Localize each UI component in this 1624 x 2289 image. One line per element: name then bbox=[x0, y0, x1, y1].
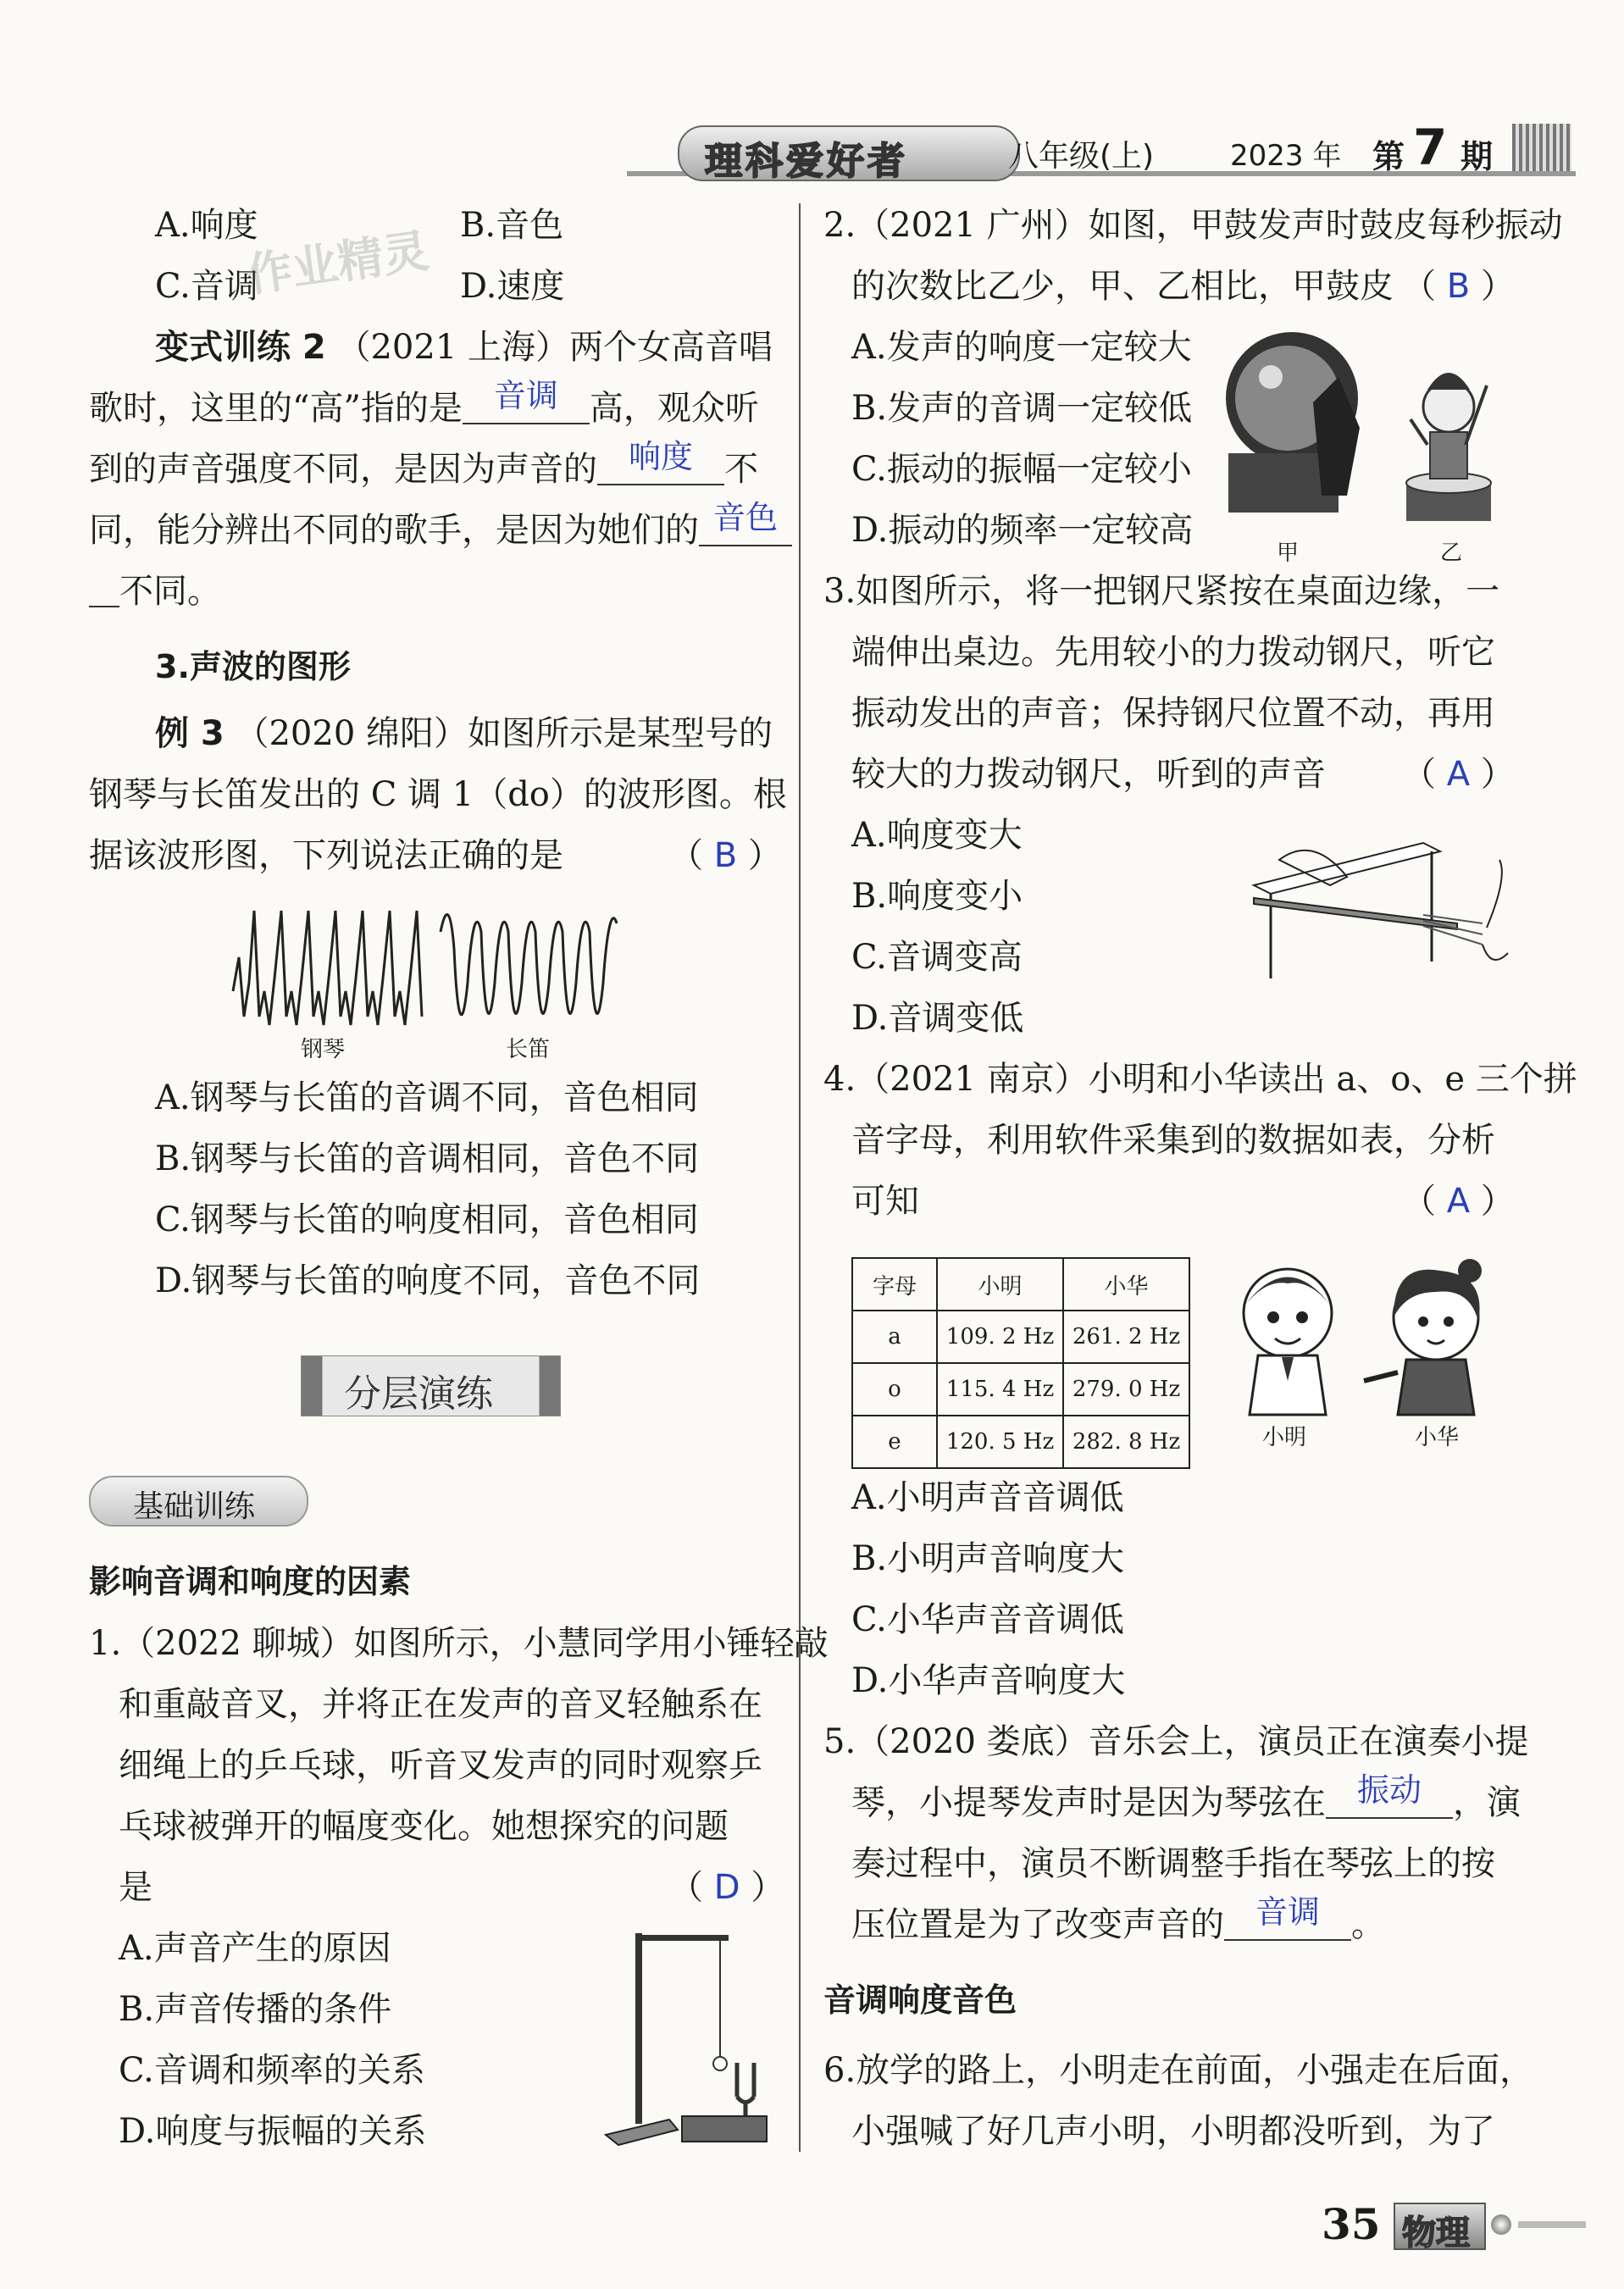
example-option-c: C.钢琴与长笛的响度相同，音色相同 bbox=[155, 1200, 699, 1239]
example-label: 例 3 bbox=[155, 714, 224, 753]
blank-3 bbox=[699, 499, 792, 546]
header-bar bbox=[627, 119, 1576, 183]
q2-option-d: D.振动的频率一定较高 bbox=[851, 511, 1194, 550]
q1-line1: 1.（2022 聊城）如图所示，小慧同学用小锤轻敲 bbox=[89, 1624, 829, 1663]
example-line3: 据该波形图，下列说法正确的是 bbox=[89, 836, 563, 875]
piano-waveform bbox=[233, 911, 422, 1025]
q1-line2: 和重敲音叉，并将正在发声的音叉轻触系在 bbox=[119, 1685, 762, 1724]
q3-option-a: A.响度变大 bbox=[851, 816, 1023, 855]
year-label: 2023 年 bbox=[1230, 139, 1342, 173]
q3-line4: 较大的力拨动钢尺，听到的声音 bbox=[851, 755, 1326, 794]
flute-label: 长笛 bbox=[506, 1037, 551, 1062]
q4-line1: 4.（2021 南京）小明和小华读出 a、o、e 三个拼 bbox=[823, 1060, 1577, 1099]
q4-line3: 可知 bbox=[851, 1182, 919, 1221]
tuning-fork-figure bbox=[601, 1923, 771, 2152]
example-line1 bbox=[155, 710, 773, 757]
blank-2-answer: 响度 bbox=[628, 438, 693, 475]
q4-line2: 音字母，利用软件采集到的数据如表，分析 bbox=[851, 1121, 1495, 1160]
blank-1 bbox=[463, 377, 590, 424]
q1-line5: 是 bbox=[119, 1868, 152, 1907]
variant-label: 变式训练 2 bbox=[155, 328, 326, 367]
q5-line3: 奏过程中，演员不断调整手指在琴弦上的按 bbox=[851, 1844, 1495, 1883]
brand-name: 理科爱好者 bbox=[705, 140, 908, 183]
page-number: 35 bbox=[1322, 2199, 1381, 2249]
variant-line2-a: 歌时，这里的“高”指的是 bbox=[89, 389, 463, 428]
q2-line1: 2.（2021 广州）如图，甲鼓发声时鼓皮每秒振动 bbox=[823, 206, 1563, 245]
q3-answer-bracket: （ A ） bbox=[1402, 755, 1515, 794]
q5-blank-2-answer: 音调 bbox=[1255, 1893, 1320, 1931]
example-answer-bracket: （ B ） bbox=[669, 836, 782, 875]
q5-blank-1 bbox=[1326, 1771, 1453, 1819]
section3-title: 3.声波的图形 bbox=[155, 648, 351, 685]
q5-line4-a: 压位置是为了改变声音的 bbox=[851, 1905, 1224, 1944]
q6-line2: 小强喊了好几声小明，小明都没听到，为了 bbox=[851, 2112, 1495, 2151]
table-row bbox=[852, 1311, 1189, 1363]
topic1-title: 影响音调和响度的因素 bbox=[89, 1563, 412, 1600]
brand-logo bbox=[678, 125, 1020, 181]
example-option-d: D.钢琴与长笛的响度不同，音色不同 bbox=[155, 1261, 701, 1300]
q3-option-c: C.音调变高 bbox=[851, 938, 1023, 977]
drums-figure bbox=[1211, 326, 1499, 546]
q1-option-a: A.声音产生的原因 bbox=[119, 1929, 391, 1968]
q5-line2-a: 琴，小提琴发声时是因为琴弦在 bbox=[851, 1783, 1326, 1822]
q4-answer: A bbox=[1446, 1182, 1471, 1221]
table-cell: 109. 2 Hz bbox=[937, 1311, 1063, 1363]
layer-title: 分层演练 bbox=[344, 1372, 493, 1416]
variant-line3-b: 不 bbox=[724, 450, 758, 489]
q1-answer: D bbox=[713, 1868, 740, 1907]
example-line2: 钢琴与长笛发出的 C 调 1（do）的波形图。根 bbox=[89, 775, 787, 814]
grade-label: 八年级(上) bbox=[1008, 139, 1155, 174]
drum-yi-label: 乙 bbox=[1440, 540, 1463, 566]
issue-prefix: 第 bbox=[1372, 138, 1405, 175]
q2-answer: B bbox=[1446, 267, 1471, 306]
example-line1-rest: （2020 绵阳）如图所示是某型号的 bbox=[235, 714, 773, 753]
q2-answer-bracket: （ B ） bbox=[1402, 267, 1515, 306]
table-cell: a bbox=[852, 1311, 937, 1363]
example-option-a: A.钢琴与长笛的音调不同，音色相同 bbox=[155, 1078, 699, 1117]
kids-figure bbox=[1224, 1254, 1512, 1427]
q2-line2: 的次数比乙少，甲、乙相比，甲鼓皮 bbox=[851, 267, 1394, 306]
table-row bbox=[852, 1416, 1189, 1468]
table-cell: 115. 4 Hz bbox=[937, 1363, 1063, 1416]
table-cell: 282. 8 Hz bbox=[1063, 1416, 1189, 1468]
q4-answer-bracket: （ A ） bbox=[1402, 1182, 1515, 1221]
column-divider bbox=[799, 203, 801, 2152]
table-cell: o bbox=[852, 1363, 937, 1416]
table-header-cell: 小明 bbox=[937, 1258, 1063, 1311]
footer-stripe bbox=[1518, 2221, 1586, 2228]
variant-line3 bbox=[89, 438, 758, 493]
q4-option-d: D.小华声音响度大 bbox=[851, 1661, 1126, 1700]
q3-line1: 3.如图所示，将一把钢尺紧按在桌面边缘，一 bbox=[823, 572, 1500, 611]
table-cell: 279. 0 Hz bbox=[1063, 1363, 1189, 1416]
ruler-figure bbox=[1237, 826, 1516, 987]
drum-jia-label: 甲 bbox=[1277, 540, 1300, 566]
subject-label: 物理 bbox=[1402, 2214, 1470, 2253]
q1-option-c: C.音调和频率的关系 bbox=[119, 2051, 425, 2090]
variant-line1 bbox=[155, 324, 773, 371]
issue-number: 7 bbox=[1413, 119, 1448, 176]
header-hatch bbox=[1512, 124, 1571, 171]
subject-tab bbox=[1394, 2203, 1486, 2253]
option-a-top: A.响度 bbox=[155, 206, 258, 245]
q1-line3: 细绳上的乒乓球，听音叉发声的同时观察乒 bbox=[119, 1746, 762, 1785]
q1-option-b: B.声音传播的条件 bbox=[119, 1990, 392, 2029]
variant-line2-b: 高，观众听 bbox=[589, 389, 759, 428]
example-option-b: B.钢琴与长笛的音调相同，音色不同 bbox=[155, 1139, 700, 1178]
topic2-title: 音调响度音色 bbox=[823, 1981, 1017, 2019]
q5-line4-b: 。 bbox=[1351, 1905, 1385, 1944]
kid-xiaoming-label: 小明 bbox=[1262, 1425, 1307, 1450]
blank-3-tail bbox=[89, 572, 119, 607]
q3-answer: A bbox=[1446, 755, 1471, 794]
waveform-figure bbox=[229, 898, 635, 1050]
q3-line2: 端伸出桌边。先用较小的力拨动钢尺，听它 bbox=[851, 633, 1495, 672]
variant-line5 bbox=[89, 568, 221, 615]
q5-line1: 5.（2020 娄底）音乐会上，演员正在演奏小提 bbox=[823, 1722, 1529, 1761]
watermark: 作业精灵 bbox=[243, 224, 432, 302]
issue-suffix: 期 bbox=[1460, 138, 1494, 175]
q2-option-c: C.振动的振幅一定较小 bbox=[851, 450, 1192, 489]
blank-1-answer: 音调 bbox=[493, 377, 558, 414]
q5-line2-b: ，演 bbox=[1453, 1783, 1521, 1822]
basic-title: 基础训练 bbox=[133, 1489, 256, 1524]
q6-line1: 6.放学的路上，小明走在前面，小强走在后面， bbox=[823, 2051, 1534, 2090]
option-c-top: C.音调 bbox=[155, 267, 258, 306]
table-cell: 120. 5 Hz bbox=[937, 1416, 1063, 1468]
variant-line5-text: 不同。 bbox=[119, 572, 221, 611]
q2-option-a: A.发声的响度一定较大 bbox=[851, 328, 1192, 367]
example-answer: B bbox=[713, 836, 738, 875]
piano-label: 钢琴 bbox=[301, 1037, 346, 1062]
option-d-top: D.速度 bbox=[460, 267, 565, 306]
table-cell: 261. 2 Hz bbox=[1063, 1311, 1189, 1363]
kid-xiaohua-label: 小华 bbox=[1415, 1425, 1460, 1450]
q4-option-c: C.小华声音音调低 bbox=[851, 1600, 1124, 1639]
q3-option-b: B.响度变小 bbox=[851, 877, 1023, 916]
q1-answer-bracket: （ D ） bbox=[669, 1868, 785, 1907]
table-header-cell: 字母 bbox=[852, 1258, 937, 1311]
table-header-row bbox=[852, 1258, 1189, 1311]
variant-line2 bbox=[89, 377, 759, 432]
q3-option-d: D.音调变低 bbox=[851, 999, 1024, 1038]
q4-option-a: A.小明声音音调低 bbox=[851, 1478, 1124, 1517]
table-header-cell: 小华 bbox=[1063, 1258, 1189, 1311]
table-cell: e bbox=[852, 1416, 937, 1468]
q5-line4 bbox=[851, 1893, 1385, 1948]
variant-line4-a: 同，能分辨出不同的歌手，是因为她们的 bbox=[89, 511, 699, 550]
pitch-table bbox=[851, 1257, 1190, 1469]
q5-blank-2 bbox=[1224, 1893, 1351, 1941]
basic-pill bbox=[89, 1476, 308, 1527]
flute-waveform bbox=[441, 915, 617, 1015]
q3-line3: 振动发出的声音；保持钢尺位置不动，再用 bbox=[851, 694, 1495, 733]
layer-banner bbox=[301, 1355, 561, 1416]
variant-line4 bbox=[89, 499, 792, 554]
q1-line4: 乓球被弹开的幅度变化。她想探究的问题 bbox=[119, 1807, 729, 1846]
blank-3-answer: 音色 bbox=[712, 499, 778, 536]
variant-line1-rest: （2021 上海）两个女高音唱 bbox=[336, 328, 773, 367]
blank-2 bbox=[597, 438, 724, 485]
footer-dot bbox=[1491, 2214, 1511, 2235]
variant-line3-a: 到的声音强度不同，是因为声音的 bbox=[89, 450, 597, 489]
q5-blank-1-answer: 振动 bbox=[1356, 1771, 1422, 1809]
q5-line2 bbox=[851, 1771, 1521, 1826]
q1-option-d: D.响度与振幅的关系 bbox=[119, 2112, 427, 2151]
table-row bbox=[852, 1363, 1189, 1416]
option-b-top: B.音色 bbox=[460, 206, 564, 245]
q2-option-b: B.发声的音调一定较低 bbox=[851, 389, 1193, 428]
q4-option-b: B.小明声音响度大 bbox=[851, 1539, 1125, 1578]
